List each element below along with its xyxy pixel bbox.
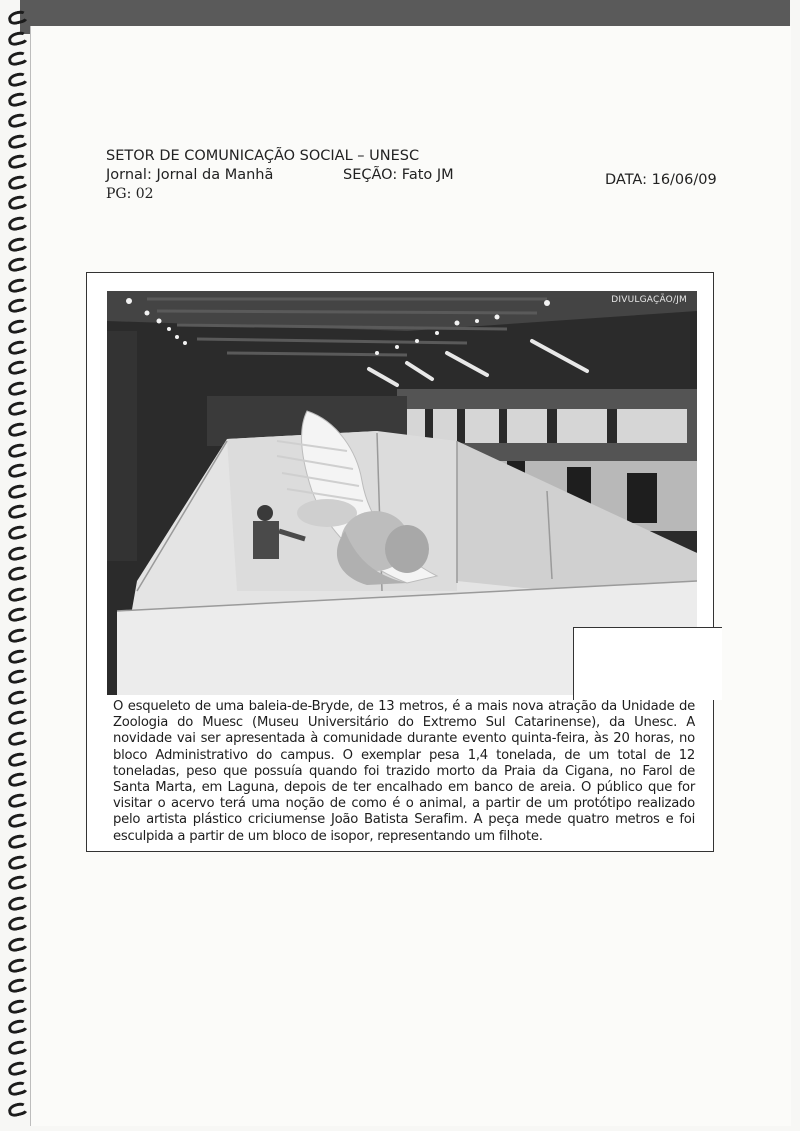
spiral-coil <box>6 587 26 597</box>
spiral-coil <box>6 340 26 350</box>
spiral-coil <box>6 1061 26 1071</box>
spiral-coil <box>6 10 26 20</box>
spiral-coil <box>6 525 26 535</box>
spiral-coil <box>6 237 26 247</box>
spiral-coil <box>6 195 26 205</box>
spiral-coil <box>6 690 26 700</box>
spiral-coil <box>6 216 26 226</box>
spiral-coil <box>6 504 26 514</box>
spiral-coil <box>6 916 26 926</box>
spiral-coil <box>6 72 26 82</box>
jornal-label: Jornal: Jornal da Manhã <box>106 167 274 183</box>
spiral-coil <box>6 999 26 1009</box>
spiral-coil <box>6 1081 26 1091</box>
spiral-coil <box>6 731 26 741</box>
photo-credit: DIVULGAÇÃO/JM <box>611 295 687 305</box>
spiral-coil <box>6 628 26 638</box>
spiral-coil <box>6 113 26 123</box>
spiral-coil <box>6 752 26 762</box>
sector-title: SETOR DE COMUNICAÇÃO SOCIAL – UNESC <box>106 148 420 164</box>
spiral-coil <box>6 422 26 432</box>
spiral-coil <box>6 834 26 844</box>
spiral-binding <box>0 0 34 1131</box>
spiral-coil <box>6 566 26 576</box>
spiral-coil <box>6 134 26 144</box>
spiral-coil <box>6 92 26 102</box>
spiral-coil <box>6 607 26 617</box>
pasted-blank-patch <box>573 627 722 700</box>
spiral-coil <box>6 1040 26 1050</box>
spiral-coil <box>6 772 26 782</box>
spiral-coil <box>6 546 26 556</box>
spiral-coil <box>6 51 26 61</box>
news-caption: O esqueleto de uma baleia-de-Bryde, de 13 metros, é a mais nova atração da Unidade de Zoologia do Muesc (Museu Universitário do Extremo Sul Catarinense), da Unesc. A novidade vai ser apresentada à comunidade durante evento quinta-feira, às 20 horas, no bloco Administrativo do campus. O exemplar pesa 1,4 tonelada, de um total de 12 toneladas, peso que possuía quando foi trazido morto da Praia da Cigana, no Farol de Santa Marta, em Laguna, depois de ter encalhado em banco de areia. O público que for visitar o acervo terá uma noção de como é o animal, a partir de um protótipo realizado pelo artista plástico criciumense João Batista Serafim. A peça mede quatro metros e foi esculpida a partir de um bloco de isopor, representando um filhote. <box>113 699 695 844</box>
spiral-coil <box>6 360 26 370</box>
spiral-coil <box>6 958 26 968</box>
spiral-coil <box>6 484 26 494</box>
spiral-coil <box>6 978 26 988</box>
spiral-coil <box>6 443 26 453</box>
spiral-coil <box>6 319 26 329</box>
spiral-coil <box>6 175 26 185</box>
spiral-coil <box>6 298 26 308</box>
spiral-coil <box>6 1019 26 1029</box>
spiral-coil <box>6 1102 26 1112</box>
spiral-coil <box>6 896 26 906</box>
spiral-coil <box>6 937 26 947</box>
spiral-coil <box>6 669 26 679</box>
spiral-coil <box>6 793 26 803</box>
spiral-coil <box>6 401 26 411</box>
spiral-coil <box>6 813 26 823</box>
spiral-coil <box>6 257 26 267</box>
spiral-coil <box>6 154 26 164</box>
secao-label: SEÇÃO: Fato JM <box>343 167 454 183</box>
spiral-coil <box>6 278 26 288</box>
spiral-coil <box>6 463 26 473</box>
spiral-coil <box>6 649 26 659</box>
date-label: DATA: 16/06/09 <box>605 172 717 188</box>
newspaper-clipping <box>86 272 714 852</box>
spiral-coil <box>6 875 26 885</box>
spiral-coil <box>6 381 26 391</box>
page-number: PG: 02 <box>106 186 154 202</box>
spiral-coil <box>6 710 26 720</box>
spiral-coil <box>6 31 26 41</box>
spiral-coil <box>6 855 26 865</box>
